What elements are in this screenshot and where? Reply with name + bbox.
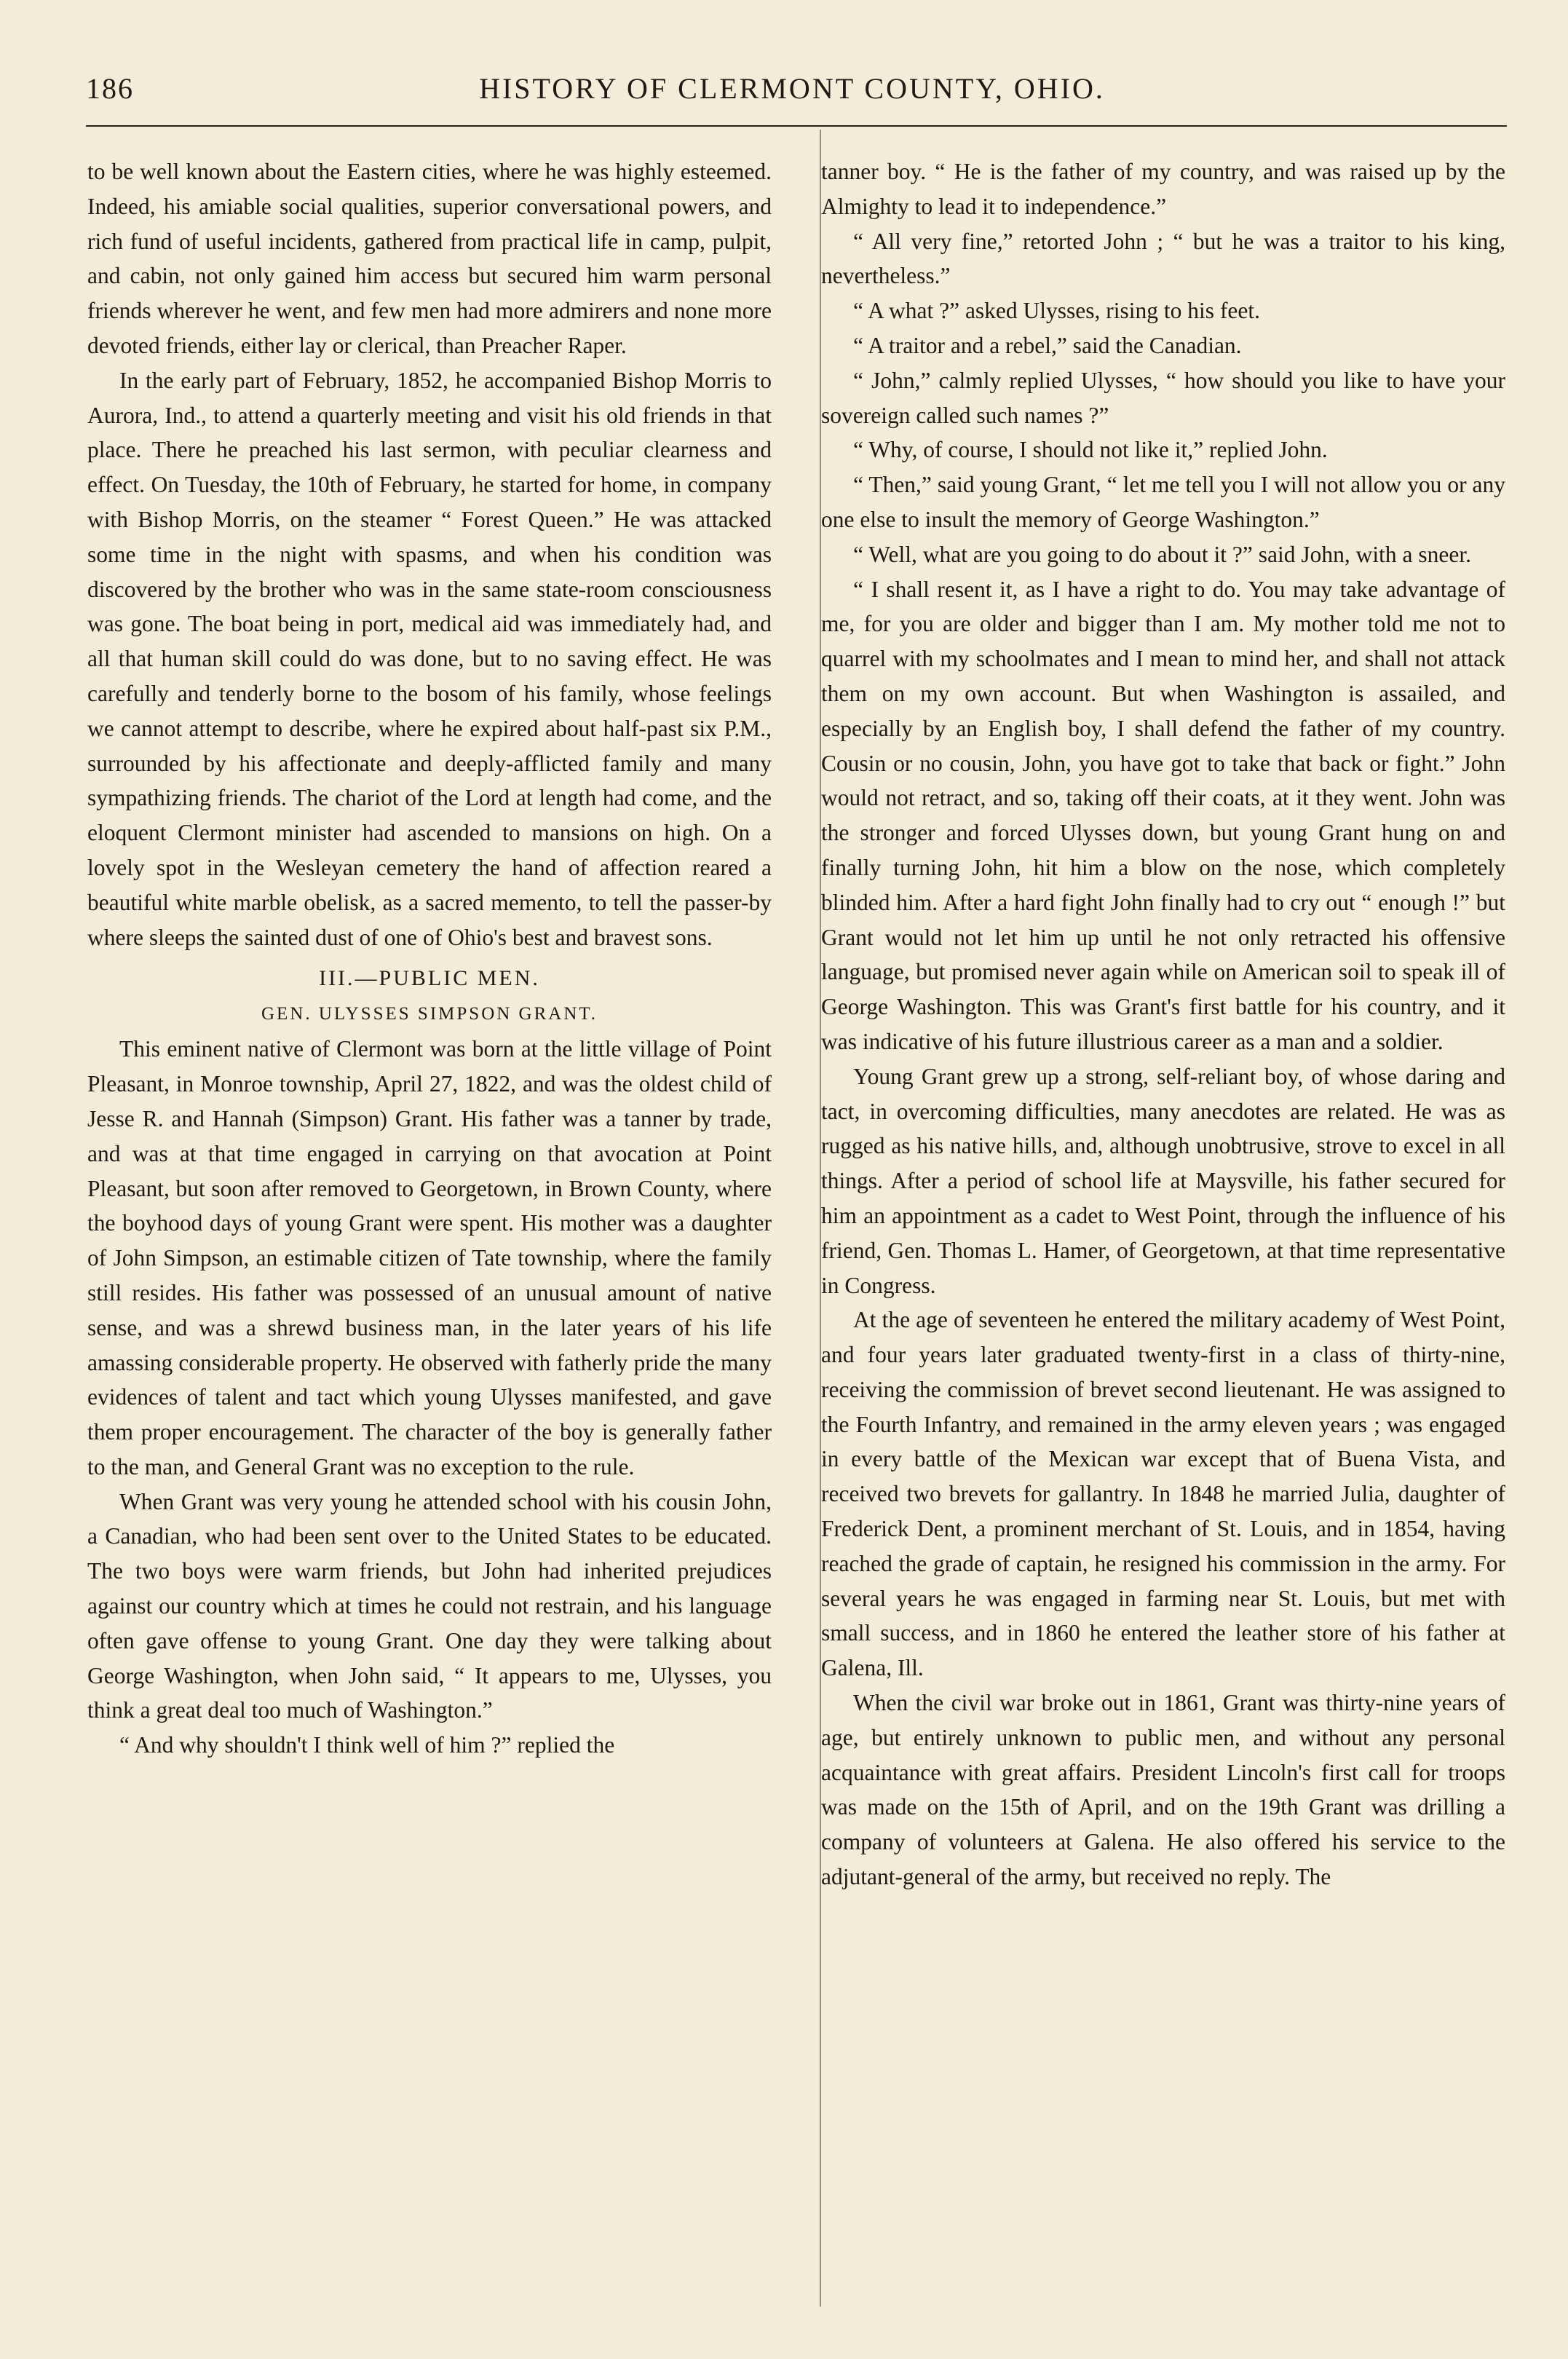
page-header [86,71,1498,116]
section-heading: III.—PUBLIC MEN. [319,966,540,991]
paragraph: tanner boy. “ He is the father of my country, and was raised up by the Almighty to lead it to independence.” [821,159,1505,219]
paragraph: When Grant was very young he attended school with his cousin John, a Canadian, who had been sent over to the United States to be educated. The two boys were warm friends, but John had inherited prejudices against our country which at times he could not restrain, and his language often gave offense to young Grant. One day they were talking about George Washington, when John said, “ It appears to me, Ulysses, you think a great deal too much of Washington.” [87,1488,772,1723]
page-number: 186 [86,72,134,105]
paragraph: “ A what ?” asked Ulysses, rising to his feet. [853,298,1261,324]
right-column [821,154,1505,1894]
paragraph: “ Why, of course, I should not like it,” replied John. [853,437,1328,463]
paragraph: “ Then,” said young Grant, “ let me tell you I will not allow you or any one else to insult the memory of George Washington.” [821,472,1505,532]
paragraph: to be well known about the Eastern cities, where he was highly esteemed. Indeed, his amiable social qualities, superior conversational powers, and rich fund of useful incidents, gathered from practical life in camp, pulpit, and cabin, not only gained him access but secured him warm personal friends wherever he went, and few men had more admirers and none more devoted friends, either lay or clerical, than Preacher Raper. [87,159,772,358]
paragraph: “ All very fine,” retorted John ; “ but he was a traitor to his king, nevertheless.” [821,228,1505,289]
paragraph: At the age of seventeen he entered the military academy of West Point, and four years later graduated twenty-first in a class of thirty-nine, receiving the commission of brevet second lieutenant. He was assigned to the Fourth Infantry, and remained in the army eleven years ; was engaged in every battle of the Mexican war except that of Buena Vista, and received two brevets for gallantry. In 1848 he married Julia, daughter of Frederick Dent, a prominent merchant of St. Louis, and in 1854, having reached the grade of captain, he resigned his commission in the army. For several years he was engaged in farming near St. Louis, but met with small success, and in 1860 he entered the leather store of his father at Galena, Ill. [821,1307,1505,1681]
paragraph: “ And why shouldn't I think well of him ?” replied the [119,1732,615,1758]
sub-heading: GEN. ULYSSES SIMPSON GRANT. [261,1004,598,1024]
running-title: HISTORY OF CLERMONT COUNTY, OHIO. [479,72,1105,105]
paragraph: This eminent native of Clermont was born at the little village of Point Pleasant, in Monroe township, April 27, 1822, and was the oldest child of Jesse R. and Hannah (Simpson) Grant. His father was a tanner by trade, and was at that time engaged in carrying on that avocation at Point Pleasant, but soon after removed to Georgetown, in Brown County, where the boyhood days of young Grant were spent. His mother was a daughter of John Simpson, an estimable citizen of Tate township, where the family still resides. His father was possessed of an unusual amount of native sense, and was a shrewd business man, in the later years of his life amassing considerable property. He observed with fatherly pride the many evidences of talent and tact which young Ulysses manifested, and gave them proper encouragement. The character of the boy is generally father to the man, and General Grant was no exception to the rule. [87,1036,772,1479]
paragraph: “ A traitor and a rebel,” said the Canadian. [853,332,1242,358]
paragraph: When the civil war broke out in 1861, Grant was thirty-nine years of age, but entirely unknown to public men, and without any personal acquaintance with great affairs. President Lincoln's first call for troops was made on the 15th of April, and on the 19th Grant was drilling a company of volunteers at Galena. He also offered his service to the adjutant-general of the army, but received no reply. The [821,1690,1505,1890]
paragraph: “ John,” calmly replied Ulysses, “ how should you like to have your sovereign called such names ?” [821,367,1505,428]
paragraph: In the early part of February, 1852, he accompanied Bishop Morris to Aurora, Ind., to attend a quarterly meeting and visit his old friends in that place. There he preached his last sermon, with peculiar clearness and effect. On Tuesday, the 10th of February, he started for home, in company with Bishop Morris, on the steamer “ Forest Queen.” He was attacked some time in the night with spasms, and when his condition was discovered by the brother who was in the same state-room consciousness was gone. The boat being in port, medical aid was immediately had, and all that human skill could do was done, but to no saving effect. He was carefully and tenderly borne to the bosom of his family, whose feelings we cannot attempt to describe, where he expired about half-past six P.M., surrounded by his affectionate and deeply-afflicted family and many sympathizing friends. The chariot of the Lord at length had come, and the eloquent Clermont minister had ascended to mansions on high. On a lovely spot in the Wesleyan cemetery the hand of affection reared a beautiful white marble obelisk, as a sacred memento, to tell the passer-by where sleeps the sainted dust of one of Ohio's best and bravest sons. [87,367,772,950]
header-rule [86,125,1507,127]
paragraph: “ Well, what are you going to do about it ?” said John, with a sneer. [853,541,1471,567]
left-column [87,154,772,1763]
paragraph: Young Grant grew up a strong, self-reliant boy, of whose daring and tact, in overcoming difficulties, many anecdotes are related. He was as rugged as his native hills, and, although unobtrusive, strove to excel in all things. After a period of school life at Maysville, his father secured for him an appointment as a cadet to West Point, through the influence of his friend, Gen. Thomas L. Hamer, of Georgetown, at that time representative in Congress. [821,1063,1505,1298]
paragraph: “ I shall resent it, as I have a right to do. You may take advantage of me, for you are older and bigger than I am. My mother told me not to quarrel with my schoolmates and I mean to mind her, and shall not attack them on my own account. But when Washington is assailed, and especially by an English boy, I shall defend the father of my country. Cousin or no cousin, John, you have got to take that back or fight.” John would not retract, and so, taking off their coats, at it they went. John was the stronger and forced Ulysses down, but young Grant hung on and finally turning John, hit him a blow on the nose, which completely blinded him. After a hard fight John finally had to cry out “ enough !” but Grant would not let him up until he not only retracted his offensive language, but promised never again while on American soil to speak ill of George Washington. This was Grant's first battle for his country, and it was indicative of his future illustrious career as a man and a soldier. [821,576,1505,1054]
